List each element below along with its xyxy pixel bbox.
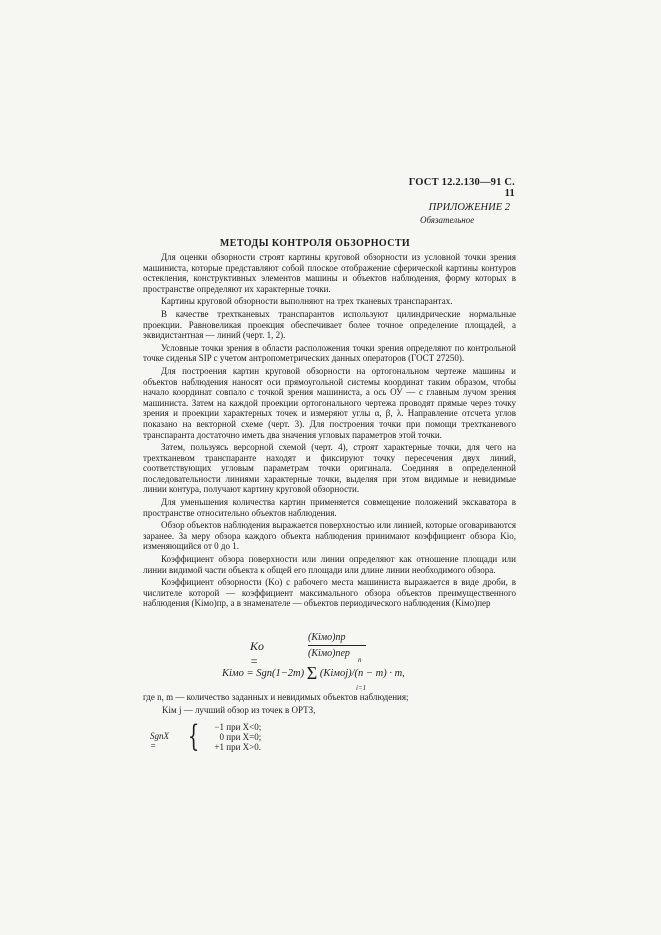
standard-header: ГОСТ 12.2.130—91 С. 11 bbox=[408, 177, 515, 199]
formula-ko-denominator: (Kiмо)пер bbox=[308, 648, 350, 659]
sign-case: −1 при X<0; bbox=[214, 722, 262, 732]
sum-symbol: Σ bbox=[306, 663, 318, 683]
formula-ko-numerator: (Kiмо)пр bbox=[308, 632, 346, 643]
paragraph: Картины круговой обзорности выполняют на трех тканевых транспарантах. bbox=[161, 296, 453, 307]
formula-ko-lhs: Kо = bbox=[250, 639, 265, 668]
sign-case: +1 при X>0. bbox=[214, 742, 261, 753]
appendix-status: Обязательное bbox=[420, 215, 475, 225]
appendix-label: ПРИЛОЖЕНИЕ 2 bbox=[428, 202, 510, 213]
paragraph: Для уменьшения количества картин применяется совмещение положений экскаватора в пространстве относительно объектов наблюдения. bbox=[143, 497, 516, 518]
fraction-bar bbox=[308, 645, 366, 646]
section-title: МЕТОДЫ КОНТРОЛЯ ОБЗОРНОСТИ bbox=[219, 238, 411, 249]
sign-cases bbox=[202, 722, 261, 753]
paragraph: Для оценки обзорности строят картины круговой обзорности из условной точки зрения машиниста, которые представляют собой плоское отображение сферической картины контуров остекления, конструктивных элементов машины и объектов наблюдения, форму которых в пространстве определяют их характерные точки. bbox=[143, 252, 516, 294]
formula-kimo-lhs: Kiмо = Sgn(1−2m) bbox=[222, 668, 305, 679]
formula-kimo-rhs: (Kiмоj)/(n − m) · m, bbox=[319, 668, 405, 679]
sum-lower-limit: i=1 bbox=[356, 684, 367, 692]
where-clause: где n, m — количество заданных и невидимых объектов наблюдения; bbox=[143, 692, 409, 702]
paragraph: Обзор объектов наблюдения выражается поверхностью или линией, которые оговариваются заранее. За меру обзора каждого объекта наблюдения принимают коэффициент обзора Kio, изменяющийся от 0 до 1. bbox=[143, 520, 516, 552]
paragraph: Условные точки зрения в области расположения точки зрения определяют по контрольной точке сиденья SIP с учетом антропометрических данных операторов (ГОСТ 27250). bbox=[143, 342, 516, 364]
sign-case: 0 при X=0; bbox=[219, 732, 262, 743]
left-brace: { bbox=[187, 719, 200, 754]
body-text bbox=[143, 252, 516, 611]
paragraph: Коэффициент обзора поверхности или линии определяют как отношение площади или линии видимой части объекта к общей его площади или длине линии необходимого обзора. bbox=[143, 554, 516, 575]
sign-function-label: SgnX = bbox=[150, 731, 169, 751]
best-view-note: Kiм j — лучший обзор из точек в ОРТЗ, bbox=[162, 705, 316, 715]
paragraph: Коэффициент обзорности (Ko) с рабочего места машиниста выражается в виде дроби, в числителе которой — коэффициент максимального обзора объектов преимущественного наблюдения (Kiмо)пр, а в знаменателе — объектов периодического наблюдения (Kiмо)пер bbox=[143, 577, 516, 609]
paragraph: В качестве трехтканевых транспарантов используют цилиндрические нормальные проекции. Равновеликая проекция обеспечивает более точное определение площадей, а эквидистантная — линий (черт. 1, 2). bbox=[143, 308, 516, 341]
formula-kimo bbox=[222, 656, 405, 692]
paragraph: Затем, пользуясь версорной схемой (черт. 4), строят характерные точки, для чего на трехтканевом транспаранте находят и фиксируют точку пересечения двух линий, соответствующих угловым параметрам точки оригинала. Соединяя в определенной последовательности линиями характерные точки, выделяя при этом видимые и невидимые линии контура, получают картину круговой обзорности. bbox=[143, 442, 516, 495]
paragraph: Для построения картин круговой обзорности на ортогональном чертеже машины и объектов наблюдения наносят оси прямоугольной системы координат таким образом, чтобы начало координат совпало с точкой зрения машиниста, а ось ОУ — с главным лучом зрения машиниста. Затем на каждой проекции ортогонального чертежа проводят прямые через точку зрения и проекции характерных точек и измеряют углы α, β, λ. Направление отсчета углов показано на векторной схеме (черт. 3). Для построения точки при помощи трехтканевого транспаранта достаточно иметь два значения угловых параметров этой точки. bbox=[143, 365, 516, 440]
sum-upper-limit: n bbox=[358, 656, 362, 664]
